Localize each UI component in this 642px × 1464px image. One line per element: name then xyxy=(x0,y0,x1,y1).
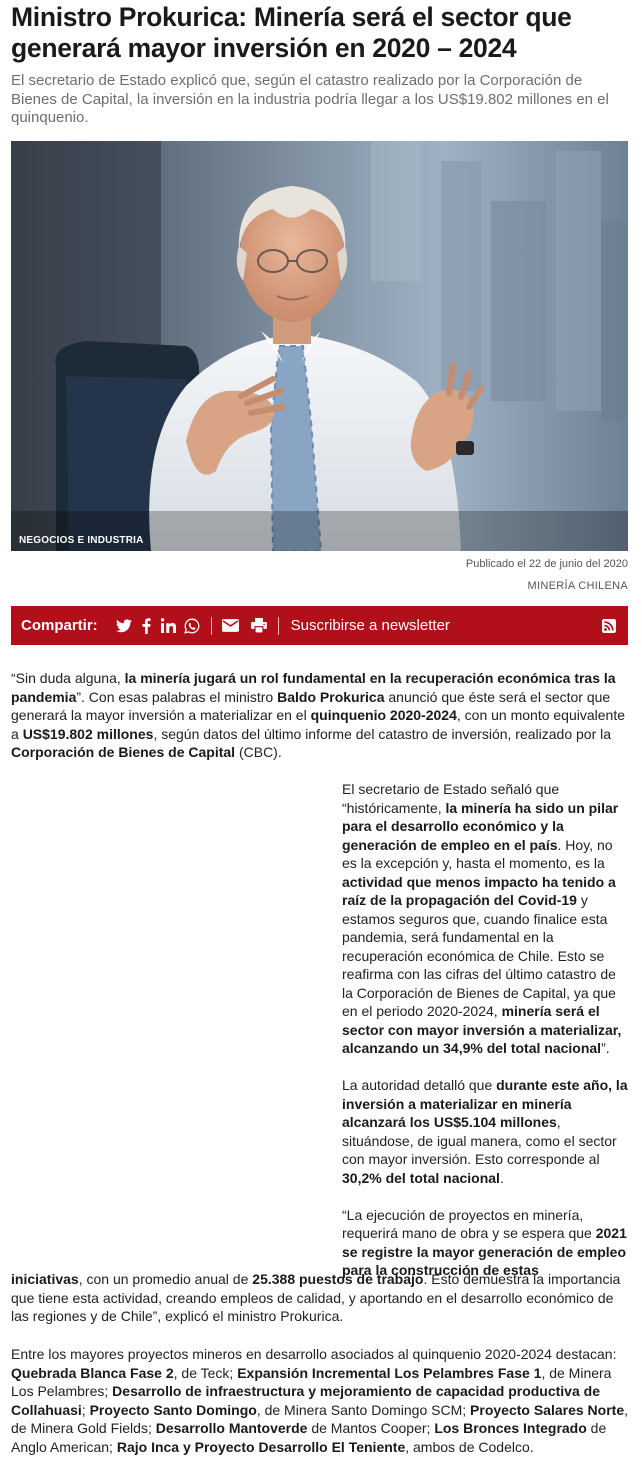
share-bar xyxy=(11,606,628,645)
emphasis-text: iniciativas xyxy=(11,1271,79,1287)
rss-icon[interactable] xyxy=(602,616,616,636)
hero-photo xyxy=(11,141,628,551)
publish-date: Publicado el 22 de junio del 2020 xyxy=(465,558,628,570)
twitter-icon[interactable] xyxy=(116,616,132,636)
emphasis-text: Proyecto Santo Domingo xyxy=(89,1401,257,1418)
emphasis-text: la minería jugará un rol fundamental en la recuperación económica tras la pandemia xyxy=(11,670,616,705)
emphasis-text: durante este año, la inversión a materializar en minería alcanzará los US$5.104 millones xyxy=(342,1077,628,1130)
emphasis-text: Proyecto Salares Norte xyxy=(470,1401,625,1418)
body-paragraph: El secretario de Estado señaló que “históricamente, la minería ha sido un pilar para el desarrollo económico y la generación de empleo en el país. Hoy, no es la excepción y, hasta el momento, es la actividad que menos impacto ha tenido a raíz de la propagación del Covid-19 y estamos seguros que, cuando finalice esta pandemia, será fundamental en la recuperación económica de Chile. Esto se reafirma con las cifras del último catastro de la Corporación de Bienes de Capital, ya que en el periodo 2020-2024, minería será el sector con mayor inversión a materializar, alcanzando un 34,9% del total nacional”. xyxy=(342,781,622,1056)
emphasis-text: quinquenio 2020-2024 xyxy=(310,707,457,723)
emphasis-text: Rajo Inca y Proyecto Desarrollo El Teniente xyxy=(116,1438,406,1455)
category-label[interactable]: NEGOCIOS E INDUSTRIA xyxy=(19,535,144,546)
body-paragraph: “La ejecución de proyectos en minería, requerirá mano de obra y se espera que 2021 se registre la mayor generación de empleo para la construcción de estas xyxy=(342,1206,627,1278)
emphasis-text: 25.388 puestos de trabajo xyxy=(252,1271,424,1287)
emphasis-text: Los Bronces Integrado xyxy=(434,1420,587,1436)
hero-photo-illustration xyxy=(11,141,628,551)
body-paragraph: Entre los mayores proyectos mineros en desarrollo asociados al quinquenio 2020-2024 destacan: Quebrada Blanca Fase 2, de Teck; Expansión Incremental Los Pelambres Fase 1, de Minera Los Pelambres; Desarrollo de infraestructura y mejoramiento de capacidad productiva de Collahuasi; Proyecto Santo Domingo, de Minera Santo Domingo SCM; Proyecto Salares Norte, de Minera Gold Fields; Desarrollo Mantoverde de Mantos Cooper; Los Bronces Integrado de Anglo American; Rajo Inca y Proyecto Desarrollo El Teniente, ambos de Codelco. xyxy=(11,1346,628,1455)
emphasis-text: Expansión Incremental Los Pelambres Fase 1 xyxy=(237,1364,542,1381)
linkedin-icon[interactable] xyxy=(161,616,176,636)
print-icon[interactable] xyxy=(251,616,267,636)
whatsapp-icon[interactable] xyxy=(184,616,200,636)
body-paragraph-continuation: iniciativas, con un promedio anual de 25.388 puestos de trabajo. Esto demuestra la importancia que tiene esta actividad, creando empleos de calidad, y aportando en el desarrollo económico de las regiones y de Chile”, explicó el ministro Prokurica. xyxy=(11,1271,621,1324)
article-subtitle: El secretario de Estado explicó que, según el catastro realizado por la Corporación de Bienes de Capital, la inversión en la industria podría llegar a los US$19.802 millones en el quinquenio. xyxy=(11,72,609,126)
body-column xyxy=(342,780,628,1298)
newsletter-link[interactable]: Suscribirse a newsletter xyxy=(290,617,450,634)
emphasis-text: 30,2% del total nacional xyxy=(342,1169,500,1186)
emphasis-text: Desarrollo Mantoverde xyxy=(155,1420,308,1436)
emphasis-text: US$19.802 millones xyxy=(22,725,154,742)
emphasis-text: Corporación de Bienes de Capital xyxy=(11,744,236,760)
emphasis-text: Quebrada Blanca Fase 2 xyxy=(11,1364,174,1381)
emphasis-text: Baldo Prokurica xyxy=(277,688,385,705)
share-divider xyxy=(278,617,279,635)
emphasis-text: minería será el sector con mayor inversión a materializar, alcanzando un 34,9% del total nacional xyxy=(342,1003,622,1056)
body-paragraph: La autoridad detalló que durante este año, la inversión a materializar en minería alcanzará los US$5.104 millones, situándose, de igual manera, como el sector con mayor inversión. Esto corresponde al 30,2% del total nacional. xyxy=(342,1077,628,1186)
emphasis-text: 2021 se registre la mayor generación de empleo para la construcción de estas xyxy=(342,1225,627,1278)
article-title: Ministro Prokurica: Minería será el sector que generará mayor inversión en 2020 – 2024 xyxy=(11,2,572,63)
email-icon[interactable] xyxy=(222,616,239,636)
share-divider xyxy=(211,617,212,635)
emphasis-text: actividad que menos impacto ha tenido a raíz de la propagación del Covid-19 xyxy=(342,873,616,908)
emphasis-text: la minería ha sido un pilar para el desarrollo económico y la generación de empleo en el país xyxy=(342,799,619,853)
source-label[interactable]: MINERÍA CHILENA xyxy=(527,580,628,592)
facebook-icon[interactable] xyxy=(142,616,151,636)
share-label: Compartir: xyxy=(21,617,98,634)
body-paragraph: “Sin duda alguna, la minería jugará un rol fundamental en la recuperación económica tras la pandemia”. Con esas palabras el ministro Baldo Prokurica anunció que éste será el sector que generará la mayor inversión a materializar en el quinquenio 2020-2024, con un monto equivalente a US$19.802 millones, según datos del último informe del catastro de inversión, realizado por la Corporación de Bienes de Capital (CBC). xyxy=(11,670,625,760)
emphasis-text: Desarrollo de infraestructura y mejoramiento de capacidad productiva de Collahuasi xyxy=(11,1383,600,1418)
article xyxy=(11,0,628,1455)
